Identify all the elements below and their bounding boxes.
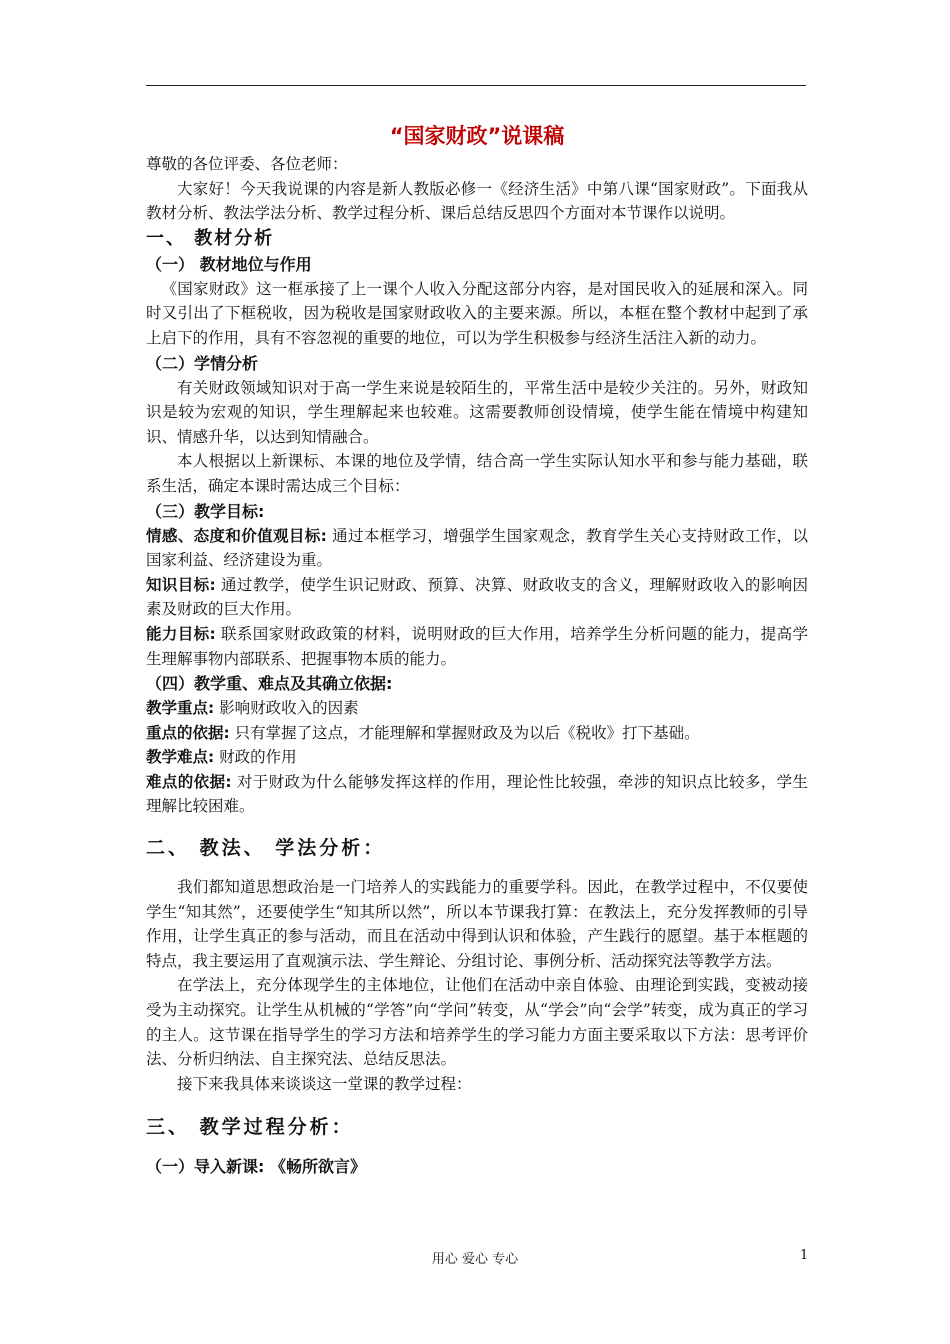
key-point-item [146, 721, 808, 746]
document-body [146, 120, 808, 1179]
section2-heading: 二、 教法、 学法分析： [146, 837, 386, 860]
key-point-text: 财政的作用 [214, 748, 297, 767]
section2-p2: 在学法上，充分体现学生的主体地位，让他们在活动中亲自体验、由理论到实践，变被动接受为主动探究。让学生从机械的“学答”向“学问”转变，从“学会”向“会学”转变，成为真正的学习的主人。这节课在指导学生的学习方法和培养学生的学习能力方面主要采取以下方法：思考评价法、分析归纳法、自主探究法、总结反思法。 [146, 976, 808, 1069]
goal-label: 知识目标: [146, 575, 216, 594]
key-point-item [146, 696, 808, 721]
key-point-item [146, 745, 808, 770]
intro-paragraph: 大家好！今天我说课的内容是新人教版必修一《经济生活》中第八课“国家财政”。下面我从教材分析、教法学法分析、教学过程分析、课后总结反思四个方面对本节课作以说明。 [146, 179, 808, 223]
greeting: 尊敬的各位评委、各位老师： [146, 155, 348, 173]
section3-sub1-heading: （一）导入新课: 《畅所欲言》 [146, 1157, 366, 1177]
goal-item [146, 622, 808, 671]
goal-label: 情感、态度和价值观目标: [146, 526, 327, 545]
section1-heading: 一、 教材分析 [146, 227, 275, 249]
key-point-label: 教学重点: [146, 699, 215, 718]
page-footer [0, 1248, 950, 1270]
goal-item [146, 524, 808, 573]
goal-text: 通过教学，使学生识记财政、预算、决算、财政收支的含义，理解财政收入的影响因素及财政的巨大作用。 [146, 575, 808, 619]
header-rule [146, 85, 806, 86]
goal-text: 通过本框学习，增强学生国家观念，教育学生关心支持财政工作，以国家利益、经济建设为重。 [146, 526, 808, 570]
key-point-label: 重点的依据: [146, 723, 230, 742]
key-point-text: 只有掌握了这点，才能理解和掌握财政及为以后《税收》打下基础。 [229, 723, 700, 742]
goal-text: 联系国家财政政策的材料，说明财政的巨大作用，培养学生分析问题的能力，提高学生理解事物内部联系、把握事物本质的能力。 [146, 624, 808, 668]
section3-heading: 三、 教学过程分析： [146, 1116, 354, 1139]
key-point-label: 难点的依据: [146, 772, 232, 791]
footer-motto: 用心 爱心 专心 [431, 1252, 519, 1267]
key-point-label: 教学难点: [146, 748, 215, 767]
goal-item [146, 573, 808, 622]
section2-p1: 我们都知道思想政治是一门培养人的实践能力的重要学科。因此，在教学过程中，不仅要使学生“知其然”，还要使学生“知其所以然”，所以本节课我打算：在教法上，充分发挥教师的引导作用，让学生真正的参与活动，而且在活动中得到认识和体验，产生践行的愿望。基于本框题的特点，我主要运用了直观演示法、学生辩论、分组讨论、事例分析、活动探究法等教学方法。 [146, 878, 808, 970]
section2-p3: 接下来我具体来谈谈这一堂课的教学过程： [177, 1074, 472, 1093]
section1-sub2-p1: 有关财政领域知识对于高一学生来说是较陌生的，平常生活中是较少关注的。另外，财政知识是较为宏观的知识，学生理解起来也较难。这需要教师创设情境，使学生能在情境中构建知识、情感升华，以达到知情融合。 [146, 378, 808, 446]
key-point-text: 影响财政收入的因素 [214, 699, 359, 718]
section1-sub2-p2: 本人根据以上新课标、本课的地位及学情，结合高一学生实际认知水平和参与能力基础，联系生活，确定本课时需达成三个目标： [146, 452, 808, 495]
key-point-text: 对于财政为什么能够发挥这样的作用，理论性比较强，牵涉的知识点比较多，学生理解比较困难。 [146, 772, 808, 816]
section1-sub3-heading: （三）教学目标: [146, 501, 265, 521]
goal-label: 能力目标: [146, 624, 216, 643]
page-number: 1 [800, 1248, 809, 1263]
key-point-item [146, 770, 808, 819]
section1-sub1-heading: （一） 教材地位与作用 [146, 254, 312, 274]
section1-sub4-heading: （四）教学重、难点及其确立依据: [146, 674, 393, 694]
section1-sub1-text: 《国家财政》这一框承接了上一课个人收入分配这部分内容，是对国民收入的延展和深入。同时又引出了下框税收，因为税收是国家财政收入的主要来源。所以，本框在整个教材中起到了承上启下的作用，具有不容忽视的重要的地位，可以为学生积极参与经济生活注入新的动力。 [146, 279, 808, 347]
document-title: “国家财政”说课稿 [389, 124, 565, 148]
section1-sub2-heading: （二）学情分析 [146, 353, 259, 373]
